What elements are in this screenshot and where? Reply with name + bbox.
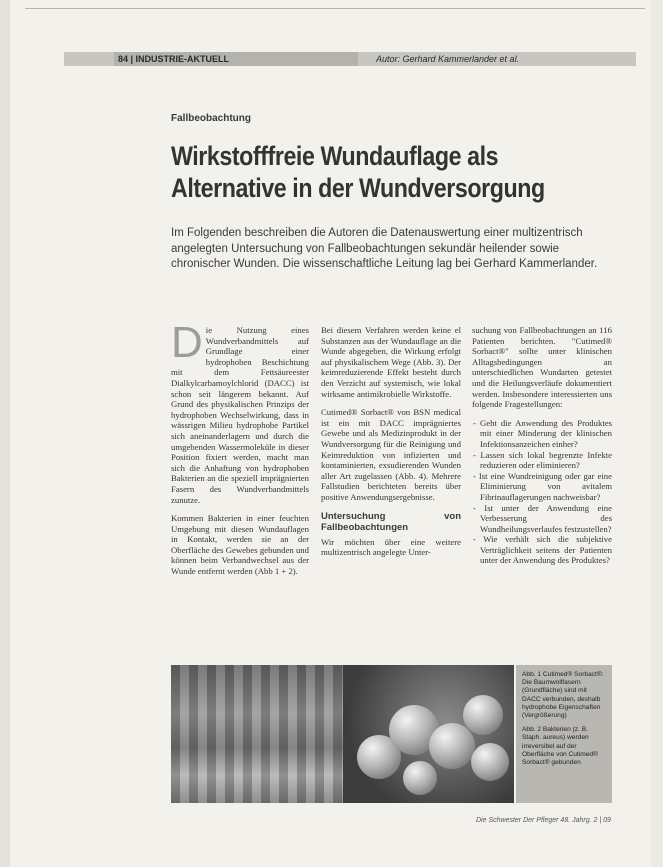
bacteria-micrograph-image xyxy=(343,665,514,803)
text-column-3 xyxy=(472,325,612,566)
paragraph: suchung von Fallbeobachtungen an 116 Patienten berichten. "Cutimed® Sorbact®" sollte unter klinischen Alltagsbedingungen an unterschiedlichen Wundarten getestet und die Heilungsverläufe dokumentiert werden. Insbesondere interessierten uns folgende Fragestellungen: xyxy=(472,325,612,410)
paragraph: Cutimed® Sorbact® von BSN medical ist ein mit DACC imprägniertes Gewebe und als Medizinprodukt in der Wundversorgung für die Reinigung und Keimreduktion von infizierten und kontaminierten, exsudierenden Wunden aller Art zugelassen (Abb. 4). Mehrere Fallstudien berichteten bereits über positive Anwendungsergebnisse. xyxy=(321,407,461,502)
text-column-1 xyxy=(171,318,309,585)
text-column-2 xyxy=(321,325,461,566)
dropcap: D xyxy=(171,318,203,367)
page-edge-right xyxy=(651,0,663,867)
bacterium-sphere xyxy=(429,723,475,769)
article-lead: Im Folgenden beschreiben die Autoren die Datenauswertung einer multizentrisch angelegten Untersuchung von Fallbeobachtungen sekundär heilender sowie chronischer Wunden. Die wissenschaftliche Leitung lag bei Gerhard Kammerlander. xyxy=(171,227,598,270)
paragraph-text: ie Nutzung eines Wundverbandmittels auf Grundlage einer hydrophoben Beschichtung mit dem Fettsäureester Dialkylcarbamoylchlorid (DACC) ist schon seit längerem bekannt. Auf Grund des physikalischen Prinzips der hydrophoben Wechselwirkung, dass in wässrigen Milieu hydrophobe Partikel sich aneinanderlagern und durch die umgebenden Wassermoleküle in dieser Position fixiert werden, macht man sich die Anhaftung von hydrophoben Bakterien an die speziell imprägnierten Fasern des Wundverbandmittels zunutze. xyxy=(171,325,309,505)
list-item: - Lassen sich lokal begrenzte Infekte reduzieren oder eliminieren? xyxy=(473,449,612,471)
caption-fig1: Abb. 1 Cutimed® Sorbact®: Die Baumwollfasern (Grundfläche) sind mit DACC verbunden, deshalb hydrophobe Eigenschaften (Vergrößerung) xyxy=(522,671,604,720)
caption-fig2: Abb. 2 Bakterien (z. B. Staph. aureus) werden irreversibel auf der Oberfläche von Cutimed® Sorbact® gebunden xyxy=(522,726,598,767)
list-item: - Ist eine Wundreinigung oder gar eine Eliminierung von avitalem Fibrinauflagerungen nachweisbar? xyxy=(473,470,612,502)
figure-captions xyxy=(516,665,612,803)
bacterium-sphere xyxy=(463,695,503,735)
page-footer: Die Schwester Der Pfleger 48. Jahrg. 2 | 09 xyxy=(476,817,611,824)
list-item: - Geht die Anwendung des Produktes mit einer Minderung der klinischen Infektionsanzeichen einher? xyxy=(473,417,612,449)
page-edge-left xyxy=(0,0,10,867)
bacterium-sphere xyxy=(403,761,437,795)
top-rule xyxy=(25,8,645,9)
running-header xyxy=(64,52,636,66)
list-item: - Ist unter der Anwendung eine Verbesserung des Wundheilungsverlaufes festzustellen? xyxy=(473,502,612,534)
article-kicker: Fallbeobachtung xyxy=(171,113,251,124)
paragraph: Kommen Bakterien in einer feuchten Umgebung mit diesen Wundauflagen in Kontakt, werden sie an der Oberfläche des Gewebes gebunden und können beim Verbandwechsel aus der Wunde entfernt werden (Abb 1 + 2). xyxy=(171,513,309,577)
list-item: - Wie verhält sich die subjektive Verträglichkeit seitens der Patienten unter der Anwendung des Produktes? xyxy=(473,534,612,566)
section-label: 84 | INDUSTRIE-AKTUELL xyxy=(114,52,358,66)
section-subhead: Untersuchung von Fallbeobachtungen xyxy=(321,510,461,533)
article-title: Wirkstofffreie Wundauflage als Alternative in der Wundversorgung xyxy=(171,141,545,203)
paragraph: Bei diesem Verfahren werden keine el Substanzen aus der Wundauflage an die Wunde abgegeben, die Wirkung erfolgt auf physikalischem Wege (Abb. 3). Der keimreduzierende Effekt besteht durch den Verzicht auf systemisch, wie lokal wirksame antimikrobielle Wirkstoffe. xyxy=(321,325,461,399)
paragraph xyxy=(171,318,309,505)
question-list xyxy=(472,418,612,566)
author-label: Autor: Gerhard Kammerlander et al. xyxy=(376,54,520,64)
paragraph: Wir möchten über eine weitere multizentrisch angelegte Unter- xyxy=(321,536,461,558)
bacterium-sphere xyxy=(471,743,509,781)
fiber-micrograph-image xyxy=(171,665,343,803)
